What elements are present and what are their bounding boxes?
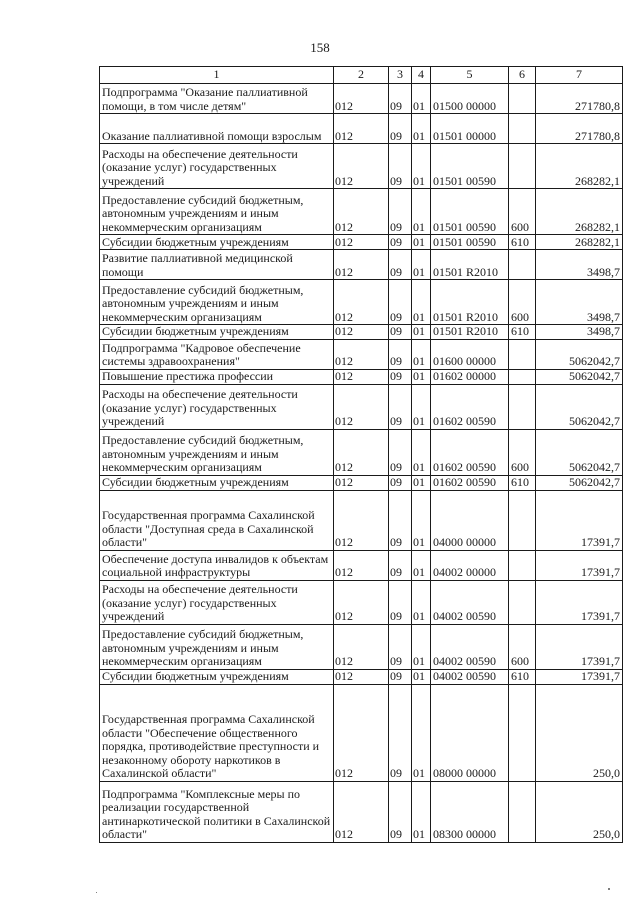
page-number: 158 [310,40,330,55]
target-article-cell: 04000 00000 [431,490,509,550]
subsection-code-cell: 01 [412,429,431,475]
amount-cell: 271780,8 [536,84,623,114]
amount-cell: 268282,1 [536,189,623,235]
section-code-cell: 09 [389,250,412,280]
section-code-cell: 09 [389,684,412,781]
row-name-cell: Оказание паллиативной помощи взрослым [100,114,334,144]
table-row [100,550,623,580]
section-code-cell: 09 [389,144,412,189]
section-code-cell: 09 [389,325,412,340]
target-article-cell: 01501 00590 [431,144,509,189]
expense-type-cell: 610 [509,475,536,490]
amount-cell: 17391,7 [536,669,623,684]
expense-type-cell [509,144,536,189]
subsection-code-cell: 01 [412,250,431,280]
table-row [100,235,623,250]
amount-cell: 17391,7 [536,550,623,580]
target-article-cell: 01501 R2010 [431,250,509,280]
admin-code-cell: 012 [334,490,389,550]
admin-code-cell: 012 [334,384,389,429]
expense-type-cell: 610 [509,669,536,684]
amount-cell: 17391,7 [536,624,623,669]
amount-cell: 5062042,7 [536,429,623,475]
admin-code-cell: 012 [334,669,389,684]
row-name-cell: Подпрограмма "Комплексные меры по реализации государственной антинаркотической политики в Сахалинской области" [100,781,334,842]
subsection-code-cell: 01 [412,624,431,669]
admin-code-cell: 012 [334,114,389,144]
expense-type-cell [509,339,536,369]
admin-code-cell: 012 [334,429,389,475]
subsection-code-cell: 01 [412,339,431,369]
expense-type-cell: 610 [509,235,536,250]
admin-code-cell: 012 [334,580,389,624]
expense-type-cell [509,384,536,429]
subsection-code-cell: 01 [412,550,431,580]
scan-speck [608,888,610,890]
row-name-cell: Государственная программа Сахалинской области "Доступная среда в Сахалинской области" [100,490,334,550]
section-code-cell: 09 [389,339,412,369]
target-article-cell: 01602 00590 [431,429,509,475]
subsection-code-cell: 01 [412,144,431,189]
amount-cell: 5062042,7 [536,475,623,490]
amount-cell: 250,0 [536,684,623,781]
section-code-cell: 09 [389,369,412,384]
header-cell: 7 [536,67,623,84]
target-article-cell: 01501 R2010 [431,280,509,325]
row-name-cell: Субсидии бюджетным учреждениям [100,235,334,250]
budget-table [99,66,623,843]
table-row [100,684,623,781]
table-row [100,781,623,842]
admin-code-cell: 012 [334,189,389,235]
admin-code-cell: 012 [334,475,389,490]
expense-type-cell [509,781,536,842]
target-article-cell: 04002 00590 [431,624,509,669]
target-article-cell: 01602 00000 [431,369,509,384]
admin-code-cell: 012 [334,781,389,842]
subsection-code-cell: 01 [412,280,431,325]
section-code-cell: 09 [389,550,412,580]
row-name-cell: Повышение престижа профессии [100,369,334,384]
table-row [100,189,623,235]
section-code-cell: 09 [389,384,412,429]
row-name-cell: Предоставление субсидий бюджетным, автономным учреждениям и иным некоммерческим организациям [100,624,334,669]
expense-type-cell [509,684,536,781]
table-row [100,580,623,624]
header-cell: 2 [334,67,389,84]
section-code-cell: 09 [389,280,412,325]
table-row [100,114,623,144]
table-row [100,325,623,340]
section-code-cell: 09 [389,580,412,624]
target-article-cell: 04002 00590 [431,669,509,684]
table-row [100,429,623,475]
admin-code-cell: 012 [334,235,389,250]
row-name-cell: Расходы на обеспечение деятельности (оказание услуг) государственных учреждений [100,384,334,429]
target-article-cell: 01501 00000 [431,114,509,144]
amount-cell: 268282,1 [536,144,623,189]
row-name-cell: Подпрограмма "Оказание паллиативной помощи, в том числе детям" [100,84,334,114]
target-article-cell: 01501 00590 [431,235,509,250]
expense-type-cell [509,550,536,580]
target-article-cell: 08300 00000 [431,781,509,842]
admin-code-cell: 012 [334,280,389,325]
header-cell: 6 [509,67,536,84]
subsection-code-cell: 01 [412,475,431,490]
expense-type-cell [509,84,536,114]
section-code-cell: 09 [389,781,412,842]
header-cell: 3 [389,67,412,84]
header-cell: 1 [100,67,334,84]
subsection-code-cell: 01 [412,384,431,429]
table-body [100,84,623,843]
section-code-cell: 09 [389,669,412,684]
amount-cell: 3498,7 [536,325,623,340]
target-article-cell: 01602 00590 [431,475,509,490]
section-code-cell: 09 [389,235,412,250]
subsection-code-cell: 01 [412,781,431,842]
expense-type-cell: 600 [509,280,536,325]
section-code-cell: 09 [389,189,412,235]
amount-cell: 5062042,7 [536,339,623,369]
expense-type-cell [509,114,536,144]
section-code-cell: 09 [389,114,412,144]
row-name-cell: Расходы на обеспечение деятельности (оказание услуг) государственных учреждений [100,144,334,189]
target-article-cell: 01501 00590 [431,189,509,235]
table-row [100,144,623,189]
header-cell: 5 [431,67,509,84]
table-row [100,624,623,669]
scan-speck [96,892,97,893]
admin-code-cell: 012 [334,325,389,340]
target-article-cell: 01600 00000 [431,339,509,369]
target-article-cell: 04002 00590 [431,580,509,624]
admin-code-cell: 012 [334,339,389,369]
table-row [100,84,623,114]
table-row [100,369,623,384]
admin-code-cell: 012 [334,684,389,781]
row-name-cell: Обеспечение доступа инвалидов к объектам социальной инфраструктуры [100,550,334,580]
admin-code-cell: 012 [334,250,389,280]
amount-cell: 3498,7 [536,280,623,325]
table-row [100,280,623,325]
row-name-cell: Субсидии бюджетным учреждениям [100,325,334,340]
expense-type-cell: 600 [509,189,536,235]
admin-code-cell: 012 [334,144,389,189]
expense-type-cell [509,250,536,280]
admin-code-cell: 012 [334,84,389,114]
admin-code-cell: 012 [334,624,389,669]
row-name-cell: Подпрограмма "Кадровое обеспечение системы здравоохранения" [100,339,334,369]
subsection-code-cell: 01 [412,580,431,624]
section-code-cell: 09 [389,429,412,475]
amount-cell: 5062042,7 [536,369,623,384]
amount-cell: 271780,8 [536,114,623,144]
expense-type-cell: 600 [509,624,536,669]
expense-type-cell [509,490,536,550]
subsection-code-cell: 01 [412,369,431,384]
row-name-cell: Предоставление субсидий бюджетным, автономным учреждениям и иным некоммерческим организациям [100,189,334,235]
target-article-cell: 04002 00000 [431,550,509,580]
subsection-code-cell: 01 [412,84,431,114]
row-name-cell: Субсидии бюджетным учреждениям [100,669,334,684]
amount-cell: 5062042,7 [536,384,623,429]
section-code-cell: 09 [389,490,412,550]
target-article-cell: 08000 00000 [431,684,509,781]
subsection-code-cell: 01 [412,490,431,550]
table-row [100,384,623,429]
amount-cell: 268282,1 [536,235,623,250]
header-row [100,67,623,84]
subsection-code-cell: 01 [412,669,431,684]
header-cell: 4 [412,67,431,84]
admin-code-cell: 012 [334,369,389,384]
section-code-cell: 09 [389,624,412,669]
table-row [100,339,623,369]
amount-cell: 250,0 [536,781,623,842]
target-article-cell: 01500 00000 [431,84,509,114]
row-name-cell: Субсидии бюджетным учреждениям [100,475,334,490]
target-article-cell: 01501 R2010 [431,325,509,340]
row-name-cell: Расходы на обеспечение деятельности (оказание услуг) государственных учреждений [100,580,334,624]
amount-cell: 17391,7 [536,580,623,624]
row-name-cell: Государственная программа Сахалинской области "Обеспечение общественного порядка, противодействие преступности и незаконному обороту наркотиков в Сахалинской области" [100,684,334,781]
table-row [100,475,623,490]
subsection-code-cell: 01 [412,114,431,144]
subsection-code-cell: 01 [412,189,431,235]
amount-cell: 17391,7 [536,490,623,550]
amount-cell: 3498,7 [536,250,623,280]
expense-type-cell [509,580,536,624]
subsection-code-cell: 01 [412,235,431,250]
table-row [100,669,623,684]
expense-type-cell: 610 [509,325,536,340]
admin-code-cell: 012 [334,550,389,580]
expense-type-cell: 600 [509,429,536,475]
table-row [100,250,623,280]
row-name-cell: Предоставление субсидий бюджетным, автономным учреждениям и иным некоммерческим организациям [100,429,334,475]
row-name-cell: Развитие паллиативной медицинской помощи [100,250,334,280]
row-name-cell: Предоставление субсидий бюджетным, автономным учреждениям и иным некоммерческим организациям [100,280,334,325]
subsection-code-cell: 01 [412,684,431,781]
target-article-cell: 01602 00590 [431,384,509,429]
subsection-code-cell: 01 [412,325,431,340]
expense-type-cell [509,369,536,384]
section-code-cell: 09 [389,84,412,114]
table-row [100,490,623,550]
section-code-cell: 09 [389,475,412,490]
